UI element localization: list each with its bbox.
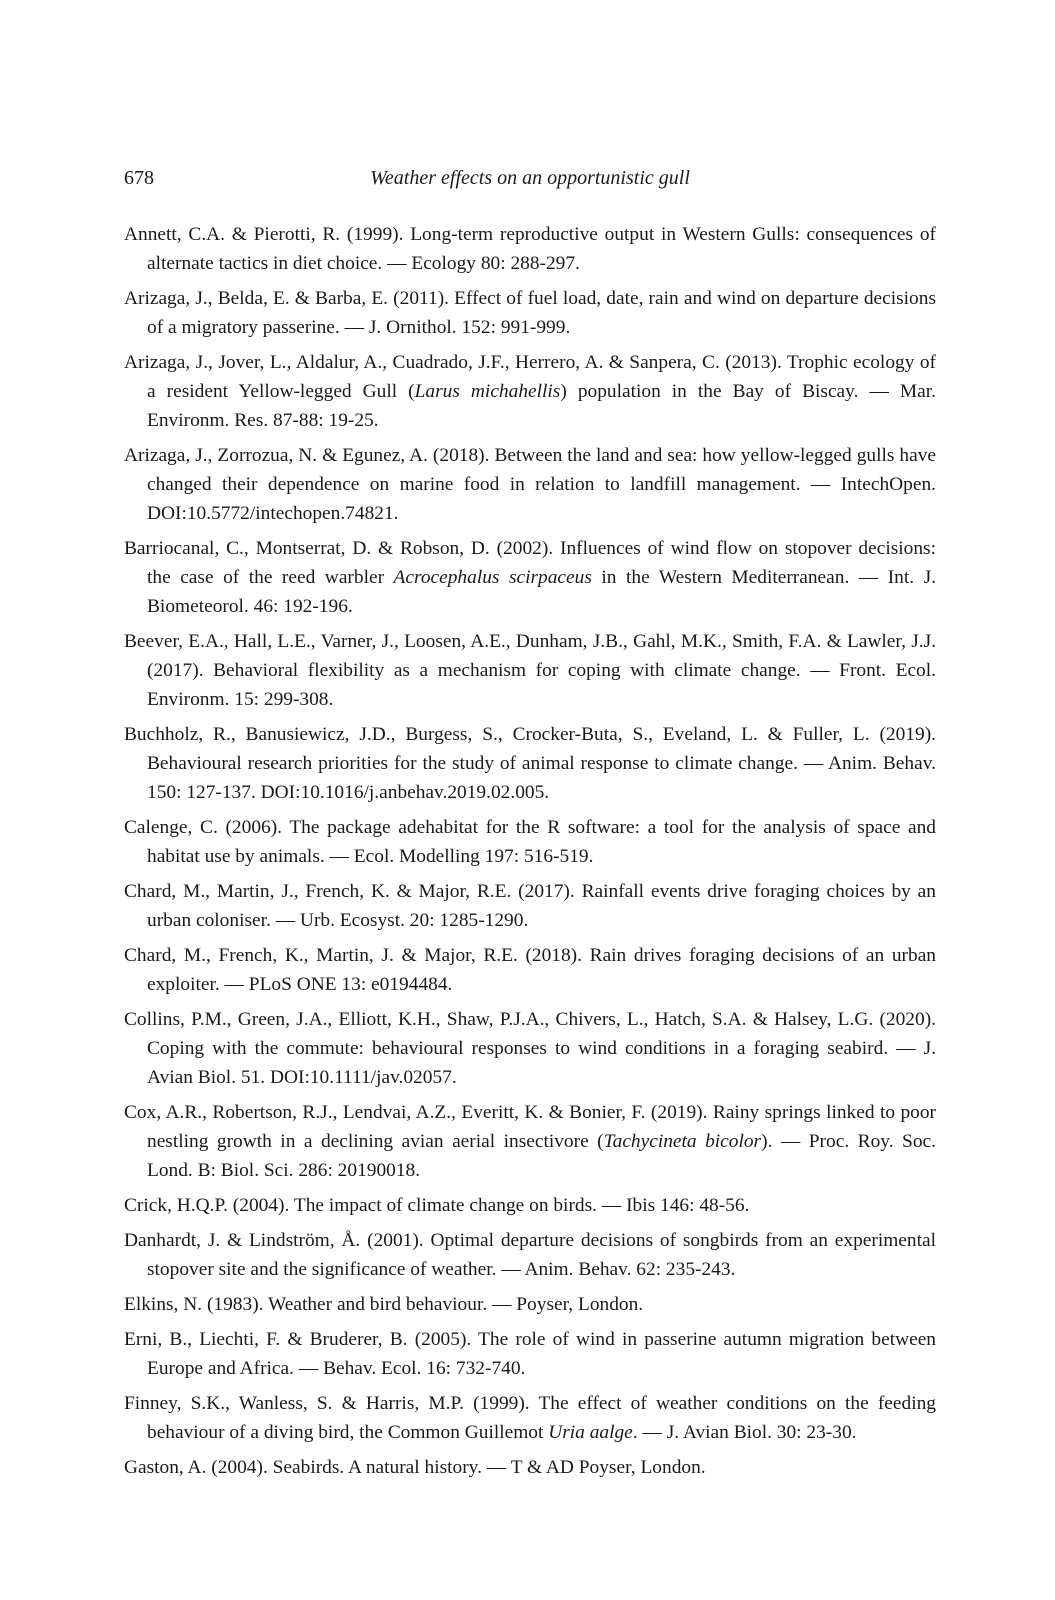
reference-text: Danhardt, J. & Lindström, Å. (2001). Optimal departure decisions of songbirds from an experimental stopover site and the significance of weather. — Anim. Behav. 62: 235-243.	[124, 1230, 936, 1280]
reference-text: Cox, A.R., Robertson, R.J., Lendvai, A.Z., Everitt, K. & Bonier, F. (2019). Rainy springs linked to poor nestling growth in a declining avian aerial insectivore (	[124, 1102, 936, 1152]
reference-entry	[124, 534, 936, 621]
reference-entry	[124, 1290, 936, 1319]
reference-text: Annett, C.A. & Pierotti, R. (1999). Long-term reproductive output in Western Gulls: consequences of alternate tactics in diet choice. — Ecology 80: 288-297.	[124, 224, 936, 274]
reference-entry	[124, 1325, 936, 1383]
reference-text: Beever, E.A., Hall, L.E., Varner, J., Loosen, A.E., Dunham, J.B., Gahl, M.K., Smith, F.A. & Lawler, J.J. (2017). Behavioral flexibility as a mechanism for coping with climate change. — Front. Ecol. Environm. 15: 299-308.	[124, 631, 936, 710]
reference-entry	[124, 627, 936, 714]
species-name: Acrocephalus scirpaceus	[393, 567, 592, 588]
page-number: 678	[124, 167, 154, 189]
running-title: Weather effects on an opportunistic gull	[370, 167, 690, 189]
document-page	[124, 160, 936, 1488]
reference-text: Barriocanal, C., Montserrat, D. & Robson, D. (2002). Influences of wind flow on stopover decisions: the case of the reed warbler	[124, 538, 936, 588]
reference-entry	[124, 941, 936, 999]
reference-entry	[124, 1005, 936, 1092]
reference-text: Elkins, N. (1983). Weather and bird behaviour. — Poyser, London.	[124, 1294, 644, 1315]
reference-entry	[124, 441, 936, 528]
reference-list	[124, 220, 936, 1482]
reference-text: Crick, H.Q.P. (2004). The impact of climate change on birds. — Ibis 146: 48-56.	[124, 1195, 750, 1216]
reference-text: Chard, M., Martin, J., French, K. & Major, R.E. (2017). Rainfall events drive foraging choices by an urban coloniser. — Urb. Ecosyst. 20: 1285-1290.	[124, 881, 936, 931]
species-name: Tachycineta bicolor	[603, 1131, 762, 1152]
reference-text: ) population in the Bay of Biscay. — Mar. Environm. Res. 87-88: 19-25.	[147, 381, 936, 431]
species-name: Uria aalge	[548, 1422, 633, 1443]
reference-text: Buchholz, R., Banusiewicz, J.D., Burgess, S., Crocker-Buta, S., Eveland, L. & Fuller, L. (2019). Behavioural research priorities for the study of animal response to climate change. — Anim. Behav. 150: 127-137. DOI:10.1016/j.anbehav.2019.02.005.	[124, 724, 936, 803]
reference-entry	[124, 813, 936, 871]
reference-text: in the Western Mediterranean. — Int. J. Biometeorol. 46: 192-196.	[147, 567, 936, 617]
reference-entry	[124, 348, 936, 435]
reference-text: Calenge, C. (2006). The package adehabitat for the R software: a tool for the analysis of space and habitat use by animals. — Ecol. Modelling 197: 516-519.	[124, 817, 936, 867]
running-head	[124, 160, 936, 196]
reference-entry	[124, 1389, 936, 1447]
reference-text: . — J. Avian Biol. 30: 23-30.	[632, 1422, 857, 1443]
reference-text: Chard, M., French, K., Martin, J. & Major, R.E. (2018). Rain drives foraging decisions of an urban exploiter. — PLoS ONE 13: e0194484.	[124, 945, 936, 995]
reference-entry	[124, 284, 936, 342]
reference-text: Collins, P.M., Green, J.A., Elliott, K.H., Shaw, P.J.A., Chivers, L., Hatch, S.A. & Halsey, L.G. (2020). Coping with the commute: behavioural responses to wind conditions in a foraging seabird. — J. Avian Biol. 51. DOI:10.1111/jav.02057.	[124, 1009, 936, 1088]
reference-entry	[124, 220, 936, 278]
reference-entry	[124, 877, 936, 935]
reference-entry	[124, 720, 936, 807]
reference-text: Arizaga, J., Belda, E. & Barba, E. (2011). Effect of fuel load, date, rain and wind on departure decisions of a migratory passerine. — J. Ornithol. 152: 991-999.	[124, 288, 936, 338]
reference-text: Erni, B., Liechti, F. & Bruderer, B. (2005). The role of wind in passerine autumn migration between Europe and Africa. — Behav. Ecol. 16: 732-740.	[124, 1329, 936, 1379]
reference-text: ). — Proc. Roy. Soc. Lond. B: Biol. Sci. 286: 20190018.	[147, 1131, 936, 1181]
reference-entry	[124, 1453, 936, 1482]
reference-text: Arizaga, J., Zorrozua, N. & Egunez, A. (2018). Between the land and sea: how yellow-legged gulls have changed their dependence on marine food in relation to landfill management. — IntechOpen. DOI:10.5772/intechopen.74821.	[124, 445, 936, 524]
species-name: Larus michahellis	[414, 381, 561, 402]
reference-text: Gaston, A. (2004). Seabirds. A natural history. — T & AD Poyser, London.	[124, 1457, 706, 1478]
reference-entry	[124, 1191, 936, 1220]
reference-entry	[124, 1098, 936, 1185]
reference-entry	[124, 1226, 936, 1284]
reference-text: Finney, S.K., Wanless, S. & Harris, M.P. (1999). The effect of weather conditions on the feeding behaviour of a diving bird, the Common Guillemot	[124, 1393, 936, 1443]
reference-text: Arizaga, J., Jover, L., Aldalur, A., Cuadrado, J.F., Herrero, A. & Sanpera, C. (2013). Trophic ecology of a resident Yellow-legged Gull (	[124, 352, 936, 402]
